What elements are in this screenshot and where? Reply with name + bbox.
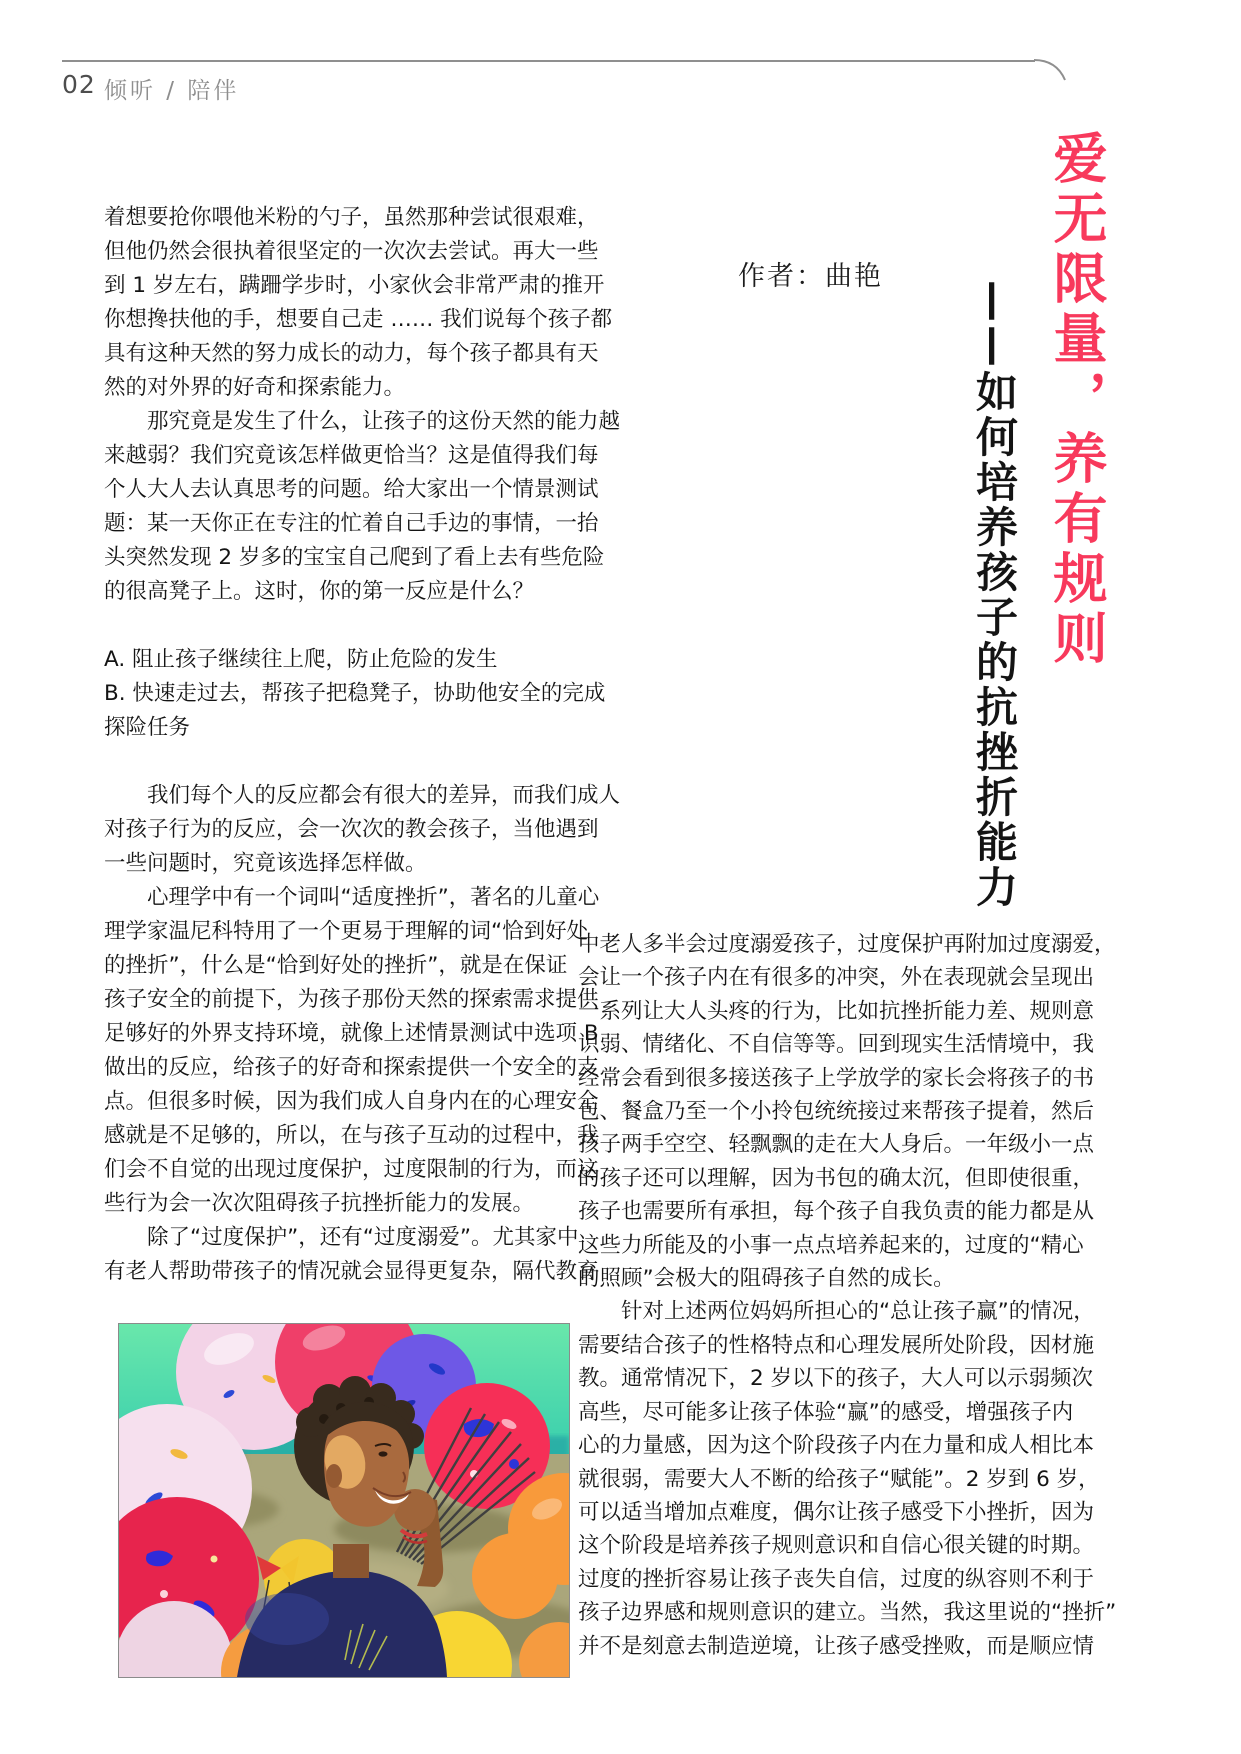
text-line: 孩子两手空空、轻飘飘的走在大人身后。一年级小一点 <box>578 1132 1095 1158</box>
text-line: 头突然发现 2 岁多的宝宝自己爬到了看上去有些危险 <box>104 545 605 570</box>
header-rule-line <box>62 60 1035 62</box>
text-line: 理学家温尼科特用了一个更易于理解的词“恰到好处 <box>104 919 589 944</box>
text-line: 感就是不足够的，所以，在与孩子互动的过程中，我 <box>104 1123 599 1148</box>
text-line: 个人大人去认真思考的问题。给大家出一个情景测试 <box>104 477 599 502</box>
text-line: 需要结合孩子的性格特点和心理发展所处阶段，因材施 <box>578 1332 1095 1358</box>
text-line: 们会不自觉的出现过度保护，过度限制的行为，而这 <box>104 1157 599 1182</box>
text-line: 就很弱，需要大人不断的给孩子“赋能”。2 岁到 6 岁， <box>578 1466 1100 1492</box>
author-byline: 作者：曲艳 <box>738 261 883 292</box>
text-line: 一系列让大人头疼的行为，比如抗挫折能力差、规则意 <box>578 998 1095 1024</box>
article-title-vertical: 爱无限量，养有规则 <box>1045 130 1108 670</box>
text-line: 着想要抢你喂他米粉的勺子，虽然那种尝试很艰难， <box>104 205 599 230</box>
text-line: 到 1 岁左右，蹒跚学步时，小家伙会非常严肃的推开 <box>104 273 605 298</box>
text-line: 孩子也需要所有承担，每个孩子自我负责的能力都是从 <box>578 1199 1095 1225</box>
text-line: 并不是刻意去制造逆境，让孩子感受挫败，而是顺应情 <box>578 1633 1095 1659</box>
text-line <box>104 609 540 643</box>
text-line: 孩子边界感和规则意识的建立。当然，我这里说的“挫折” <box>578 1600 1117 1626</box>
page-number: 02 <box>62 70 96 99</box>
text-line: 但他仍然会很执着很坚定的一次次去尝试。再大一些 <box>104 239 599 264</box>
text-line: 过度的挫折容易让孩子丧失自信，过度的纵容则不利于 <box>578 1566 1095 1592</box>
text-line: B. 快速走过去，帮孩子把稳凳子，协助他安全的完成 <box>104 681 606 706</box>
left-text-column <box>104 201 621 1289</box>
text-line: 这个阶段是培养孩子规则意识和自信心很关键的时期。 <box>578 1533 1095 1559</box>
text-line: 高些，尽可能多让孩子体验“赢”的感受，增强孩子内 <box>578 1399 1074 1425</box>
text-line: 些行为会一次次阻碍孩子抗挫折能力的发展。 <box>104 1191 535 1216</box>
text-line: 针对上述两位妈妈所担心的“总让孩子赢”的情况， <box>578 1299 1095 1325</box>
article-subtitle-vertical: ——如何培养孩子的抗挫折能力 <box>970 280 1019 910</box>
text-line: 经常会看到很多接送孩子上学放学的家长会将孩子的书 <box>578 1065 1095 1091</box>
text-line: 然的对外界的好奇和探索能力。 <box>104 375 406 400</box>
text-line: 中老人多半会过度溺爱孩子，过度保护再附加过度溺爱， <box>578 932 1116 957</box>
text-line: 探险任务 <box>104 715 191 740</box>
text-line: 具有这种天然的努力成长的动力，每个孩子都具有天 <box>104 341 599 366</box>
text-line: 做出的反应，给孩子的好奇和探索提供一个安全的支 <box>104 1055 599 1080</box>
text-line: 识弱、情绪化、不自信等等。回到现实生活情境中，我 <box>578 1032 1095 1058</box>
text-line: 那究竟是发生了什么，让孩子的这份天然的能力越 <box>104 409 621 434</box>
right-text-column <box>578 928 1117 1663</box>
text-line: 有老人帮助带孩子的情况就会显得更复杂，隔代教育 <box>104 1259 599 1284</box>
text-line: 心的力量感，因为这个阶段孩子内在力量和成人相比本 <box>578 1433 1095 1459</box>
article-photo-boy-with-balloons <box>118 1323 570 1678</box>
text-line: 心理学中有一个词叫“适度挫折”，著名的儿童心 <box>104 885 600 910</box>
text-line: 点。但很多时候，因为我们成人自身内在的心理安全 <box>104 1089 599 1114</box>
text-line: 对孩子行为的反应，会一次次的教会孩子，当他遇到 <box>104 817 599 842</box>
text-line: 的孩子还可以理解，因为书包的确太沉，但即使很重， <box>578 1165 1095 1191</box>
text-line: 足够好的外界支持环境，就像上述情景测试中选项 B <box>104 1021 599 1046</box>
text-line: 的照顾”会极大的阻碍孩子自然的成长。 <box>578 1266 955 1292</box>
text-line: 除了“过度保护”，还有“过度溺爱”。尤其家中 <box>104 1225 579 1250</box>
text-line: 这些力所能及的小事一点点培养起来的，过度的“精心 <box>578 1232 1084 1258</box>
text-line: 我们每个人的反应都会有很大的差异，而我们成人 <box>104 783 621 808</box>
text-line: 孩子安全的前提下，为孩子那份天然的探索需求提供 <box>104 987 599 1012</box>
text-line: 会让一个孩子内在有很多的冲突，外在表现就会呈现出 <box>578 965 1095 991</box>
text-line <box>104 745 540 779</box>
text-line: 的挫折”，什么是“恰到好处的挫折”，就是在保证 <box>104 953 568 978</box>
text-line: 包、餐盒乃至一个小拎包统统接过来帮孩子提着，然后 <box>578 1099 1095 1125</box>
text-line: 一些问题时，究竟该选择怎样做。 <box>104 851 427 876</box>
text-line: 题：某一天你正在专注的忙着自己手边的事情，一抬 <box>104 511 599 536</box>
text-line: 的很高凳子上。这时，你的第一反应是什么？ <box>104 579 535 604</box>
header-rule-corner-curve <box>1034 59 1070 87</box>
text-line: 你想搀扶他的手，想要自己走 …… 我们说每个孩子都 <box>104 307 613 332</box>
section-title: 倾听 / 陪伴 <box>104 78 240 104</box>
text-line: 可以适当增加点难度，偶尔让孩子感受下小挫折，因为 <box>578 1499 1095 1525</box>
text-line: 来越弱？我们究竟该怎样做更恰当？这是值得我们每 <box>104 443 599 468</box>
text-line: 教。通常情况下，2 岁以下的孩子，大人可以示弱频次 <box>578 1366 1094 1392</box>
text-line: A. 阻止孩子继续往上爬，防止危险的发生 <box>104 647 498 672</box>
